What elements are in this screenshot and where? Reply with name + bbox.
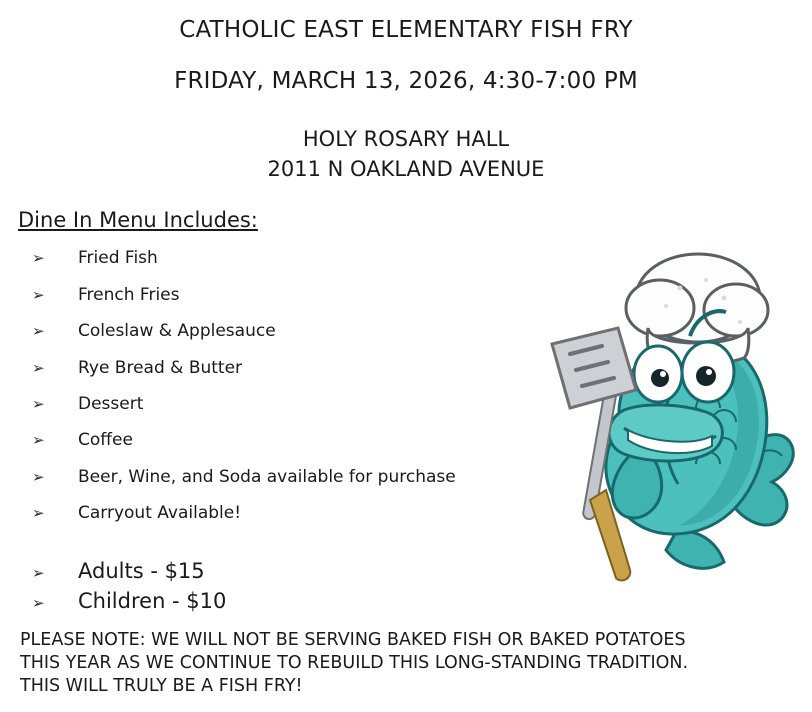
chef-fish-illustration bbox=[500, 232, 800, 592]
flyer-title-line-1: CATHOLIC EAST ELEMENTARY FISH FRY bbox=[179, 17, 633, 43]
arrow-bullet-icon: ➢ bbox=[32, 322, 45, 341]
arrow-bullet-icon: ➢ bbox=[32, 467, 45, 486]
arrow-bullet-icon: ➢ bbox=[32, 394, 45, 413]
venue-block bbox=[0, 124, 812, 185]
arrow-bullet-icon: ➢ bbox=[32, 249, 45, 268]
menu-item-label: Carryout Available! bbox=[78, 503, 242, 524]
menu-item-label: Coleslaw & Applesauce bbox=[78, 321, 276, 342]
arrow-bullet-icon: ➢ bbox=[32, 358, 45, 377]
arrow-bullet-icon: ➢ bbox=[32, 563, 45, 582]
menu-heading: Dine In Menu Includes: bbox=[18, 208, 258, 233]
note-line-2: THIS YEAR AS WE CONTINUE TO REBUILD THIS LONG-STANDING TRADITION. bbox=[20, 652, 689, 673]
arrow-bullet-icon: ➢ bbox=[32, 431, 45, 450]
note-block bbox=[20, 629, 790, 698]
menu-item-label: Rye Bread & Butter bbox=[78, 357, 243, 378]
venue-address: 2011 N OAKLAND AVENUE bbox=[267, 156, 545, 181]
flyer-title-line-2: FRIDAY, MARCH 13, 2026, 4:30-7:00 PM bbox=[174, 67, 638, 94]
menu-item-label: Dessert bbox=[78, 393, 144, 414]
arrow-bullet-icon: ➢ bbox=[32, 593, 45, 612]
price-children: Children - $10 bbox=[78, 588, 227, 613]
price-adults: Adults - $15 bbox=[78, 558, 205, 583]
note-line-1: PLEASE NOTE: WE WILL NOT BE SERVING BAKED FISH OR BAKED POTATOES bbox=[20, 629, 686, 650]
venue-name: HOLY ROSARY HALL bbox=[302, 126, 510, 151]
flyer-header bbox=[0, 0, 812, 96]
arrow-bullet-icon: ➢ bbox=[32, 504, 45, 523]
menu-item-label: French Fries bbox=[78, 284, 180, 305]
arrow-bullet-icon: ➢ bbox=[32, 285, 45, 304]
menu-item-label: Beer, Wine, and Soda available for purchase bbox=[78, 466, 456, 487]
note-line-3: THIS WILL TRULY BE A FISH FRY! bbox=[20, 675, 303, 696]
menu-item-label: Fried Fish bbox=[78, 248, 158, 269]
menu-item-label: Coffee bbox=[78, 430, 133, 451]
